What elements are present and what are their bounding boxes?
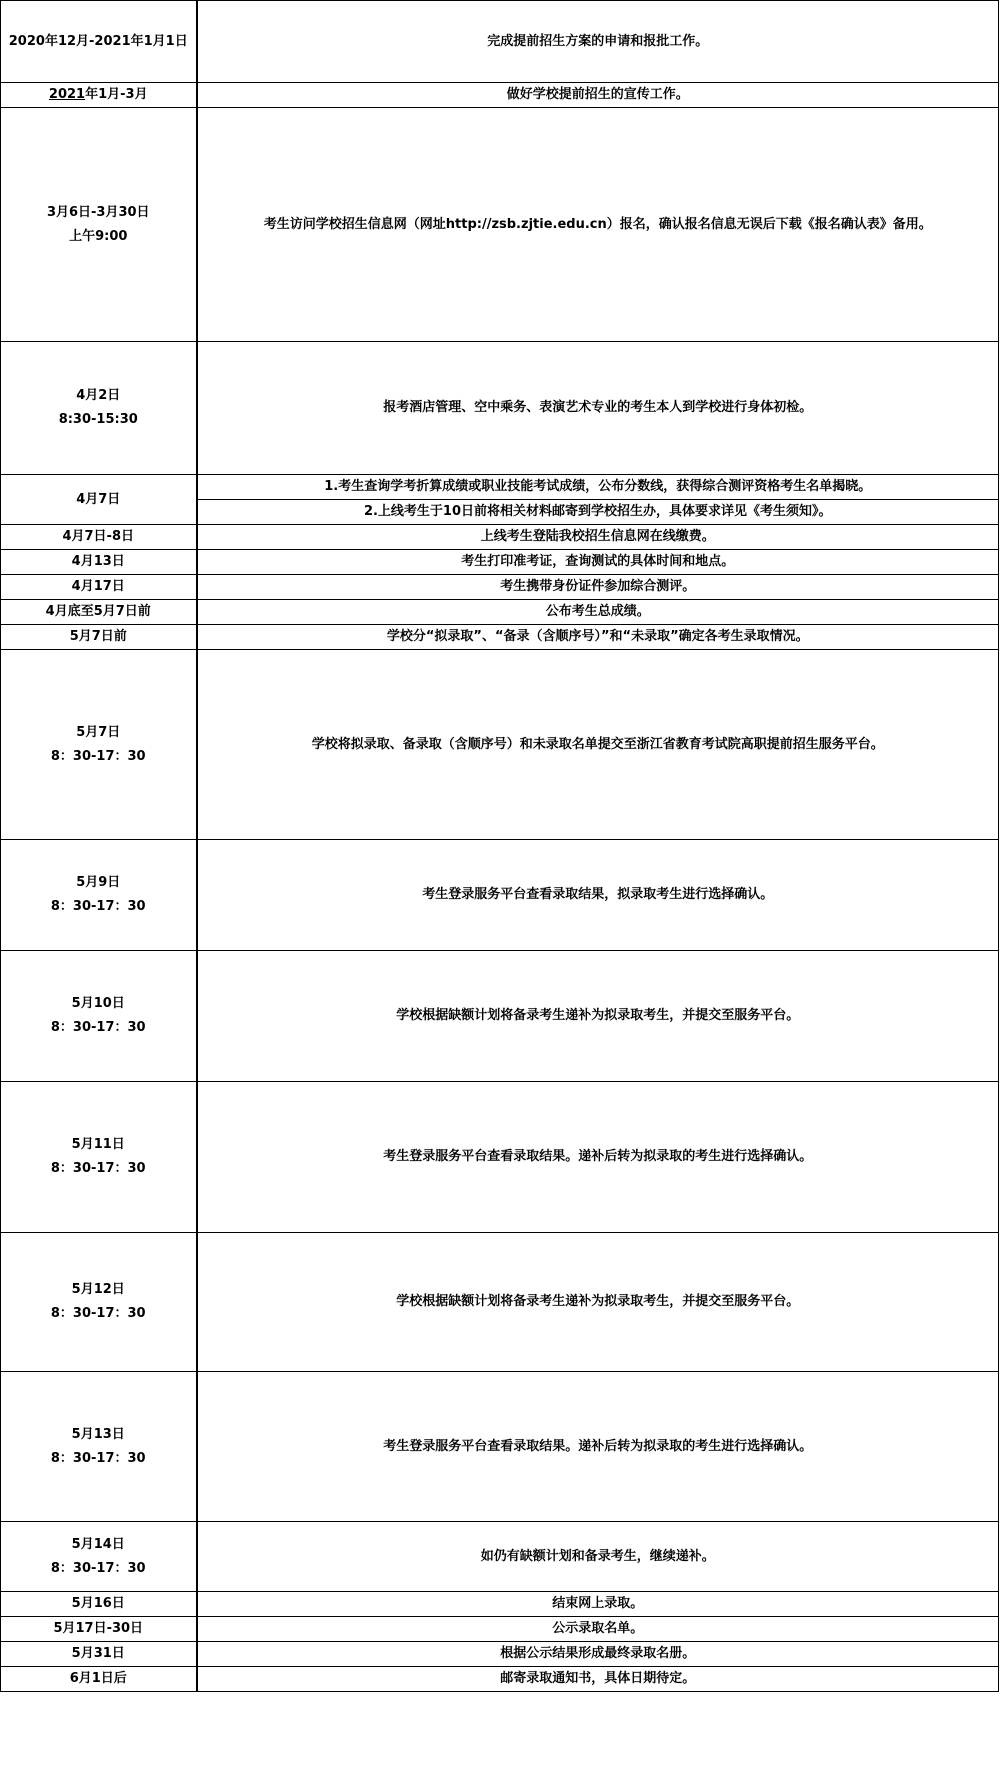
date-text: 5月16日 (71, 1596, 125, 1611)
table-row (1, 1617, 999, 1642)
date-text: 5月7日前 (69, 629, 127, 644)
content-cell (197, 550, 999, 575)
content-text: 结束网上录取。 (552, 1596, 644, 1611)
date-cell (1, 1642, 197, 1667)
date-cell (1, 575, 197, 600)
table-row (1, 342, 999, 475)
content-cell (197, 525, 999, 550)
table-row (1, 650, 999, 840)
date-text: 4月7日-8日 (62, 529, 135, 544)
table-row (1, 575, 999, 600)
date-text: 年1月-3月 (85, 87, 148, 102)
date-cell (1, 1082, 197, 1233)
date-text: 2020年12月-2021年1月1日 (8, 33, 188, 49)
date-cell (1, 475, 197, 525)
content-text: 报考酒店管理、空中乘务、表演艺术专业的考生本人到学校进行身体初检。 (383, 400, 813, 415)
date-text: 5月31日 (71, 1646, 125, 1661)
date-cell (1, 840, 197, 951)
content-text: 学校根据缺额计划将备录考生递补为拟录取考生，并提交至服务平台。 (396, 1008, 800, 1023)
content-text: 公示录取名单。 (552, 1621, 644, 1636)
date-text: 5月12日 (71, 1282, 125, 1297)
table-row (1, 625, 999, 650)
table-row (1, 108, 999, 342)
table-row (1, 1522, 999, 1592)
time-text: 上午9:00 (69, 228, 128, 244)
date-text: 4月7日 (76, 491, 121, 507)
content-cell (197, 650, 999, 840)
date-cell (1, 1667, 197, 1692)
table-row (1, 951, 999, 1082)
content-cell (197, 83, 999, 108)
date-cell (1, 1233, 197, 1372)
table-row (1, 475, 999, 500)
content-cell (197, 342, 999, 475)
date-text: 5月11日 (71, 1137, 125, 1152)
date-year-underlined: 2021 (48, 87, 86, 102)
content-cell (197, 951, 999, 1082)
content-text: 考生登录服务平台查看录取结果。递补后转为拟录取的考生进行选择确认。 (383, 1149, 813, 1164)
time-text: 8：30-17：30 (50, 1450, 146, 1466)
date-text: 5月17日-30日 (53, 1621, 144, 1636)
date-cell (1, 1372, 197, 1522)
content-cell (197, 840, 999, 951)
time-text: 8：30-17：30 (50, 1560, 146, 1576)
time-text: 8：30-17：30 (50, 1306, 146, 1321)
time-text: 8：30-17：30 (50, 748, 146, 764)
content-cell (197, 1372, 999, 1522)
date-cell (1, 1, 197, 83)
date-cell (1, 342, 197, 475)
date-text: 4月底至5月7日前 (45, 604, 151, 619)
table-row (1, 1592, 999, 1617)
content-cell (197, 1, 999, 83)
table-row (1, 1642, 999, 1667)
date-text: 5月9日 (76, 875, 121, 890)
content-text: 考生打印准考证，查询测试的具体时间和地点。 (461, 554, 735, 569)
content-cell (197, 1592, 999, 1617)
content-text: 考生登录服务平台查看录取结果，拟录取考生进行选择确认。 (422, 887, 774, 902)
date-cell (1, 951, 197, 1082)
date-text: 5月13日 (71, 1426, 125, 1442)
table-row (1, 550, 999, 575)
content-text: 学校根据缺额计划将备录考生递补为拟录取考生，并提交至服务平台。 (396, 1294, 800, 1309)
date-cell (1, 1592, 197, 1617)
content-cell (197, 1617, 999, 1642)
content-text: 如仍有缺额计划和备录考生，继续递补。 (480, 1548, 715, 1564)
date-text: 5月14日 (71, 1536, 125, 1552)
date-text: 4月17日 (71, 579, 125, 594)
table-row (1, 1372, 999, 1522)
table-row (1, 83, 999, 108)
date-text: 6月1日后 (69, 1671, 127, 1686)
content-text: 考生携带身份证件参加综合测评。 (500, 579, 696, 594)
content-cell (197, 1082, 999, 1233)
time-text: 8：30-17：30 (50, 899, 146, 914)
time-text: 8:30-15:30 (58, 412, 138, 427)
content-cell (197, 625, 999, 650)
date-text: 5月10日 (71, 996, 125, 1011)
content-text: 1.考生查询学考折算成绩或职业技能考试成绩，公布分数线，获得综合测评资格考生名单揭晓。 (324, 479, 872, 494)
date-cell (1, 550, 197, 575)
date-cell (1, 525, 197, 550)
table-row (1, 525, 999, 550)
content-text: 上线考生登陆我校招生信息网在线缴费。 (480, 529, 715, 544)
content-cell (197, 575, 999, 600)
content-cell (197, 600, 999, 625)
date-text: 4月13日 (71, 554, 125, 569)
content-cell (197, 1642, 999, 1667)
table-row (1, 600, 999, 625)
content-text: 学校分“拟录取”、“备录（含顺序号）”和“未录取”确定各考生录取情况。 (386, 629, 809, 644)
date-text: 3月6日-3月30日 (46, 204, 150, 220)
date-cell (1, 108, 197, 342)
time-text: 8：30-17：30 (50, 1161, 146, 1176)
content-text: 根据公示结果形成最终录取名册。 (500, 1646, 696, 1661)
content-text: 完成提前招生方案的申请和报批工作。 (487, 33, 709, 49)
time-text: 8：30-17：30 (50, 1020, 146, 1035)
content-cell (197, 108, 999, 342)
content-cell (197, 1667, 999, 1692)
date-cell (1, 650, 197, 840)
table-row (1, 1667, 999, 1692)
table-row (1, 1233, 999, 1372)
content-cell (197, 1233, 999, 1372)
content-text: 邮寄录取通知书，具体日期待定。 (500, 1671, 696, 1686)
content-text: 考生访问学校招生信息网（网址http://zsb.zjtie.edu.cn）报名，确认报名信息无误后下载《报名确认表》备用。 (263, 216, 932, 232)
date-cell (1, 1617, 197, 1642)
date-cell (1, 83, 197, 108)
content-text: 公布考生总成绩。 (545, 604, 650, 619)
content-text: 考生登录服务平台查看录取结果。递补后转为拟录取的考生进行选择确认。 (383, 1438, 813, 1454)
date-text: 4月2日 (76, 388, 121, 403)
date-cell (1, 625, 197, 650)
content-cell (197, 1522, 999, 1592)
date-cell (1, 600, 197, 625)
content-text: 学校将拟录取、备录取（含顺序号）和未录取名单提交至浙江省教育考试院高职提前招生服务平台。 (311, 736, 884, 752)
content-cell (197, 475, 999, 500)
content-text: 做好学校提前招生的宣传工作。 (506, 87, 689, 102)
content-text: 2.上线考生于10日前将相关材料邮寄到学校招生办，具体要求详见《考生须知》。 (363, 504, 832, 519)
table-row (1, 840, 999, 951)
date-text: 5月7日 (76, 724, 121, 740)
content-cell (197, 500, 999, 525)
date-cell (1, 1522, 197, 1592)
table-row (1, 1, 999, 83)
table-row (1, 1082, 999, 1233)
